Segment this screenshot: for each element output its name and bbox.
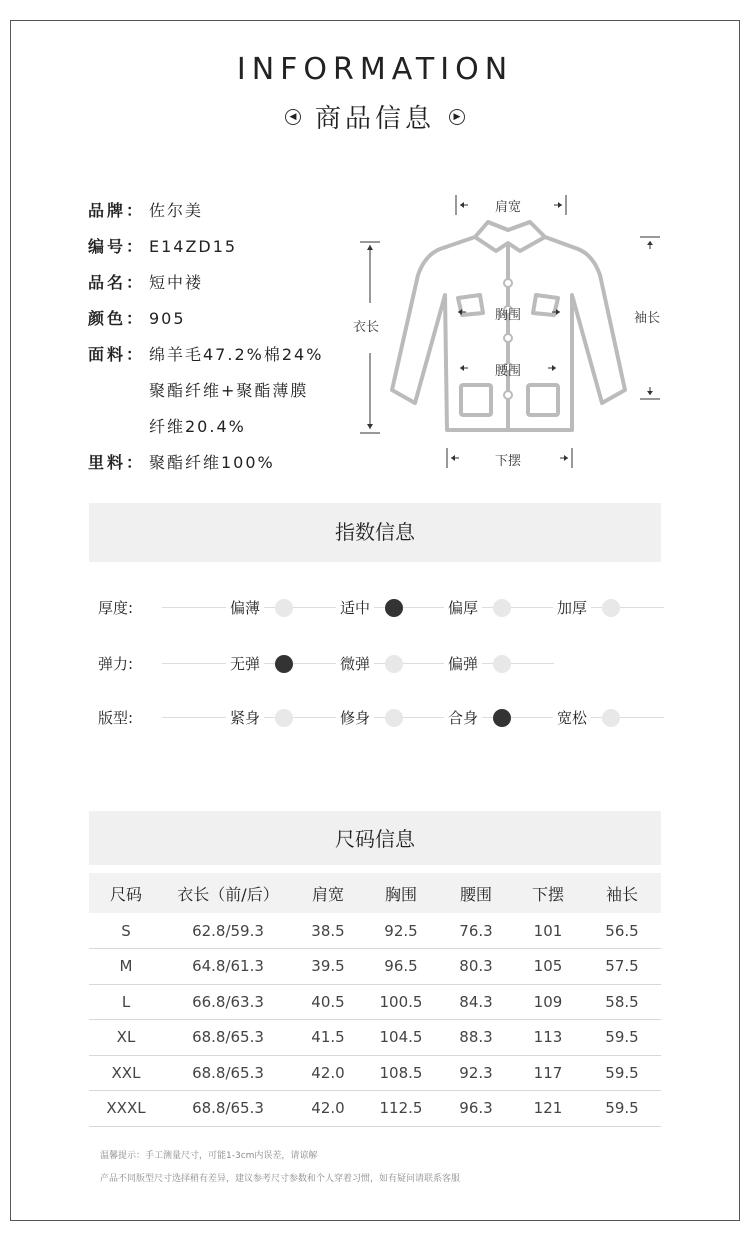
name-label: 品名：: [88, 273, 146, 292]
fabric-line: 纤维20.4%: [149, 417, 246, 436]
option-label: 修身: [336, 706, 374, 730]
fabric-label: 面料：: [88, 345, 146, 364]
notes: [100, 1145, 460, 1191]
garment-diagram: [340, 185, 680, 475]
measurement-cell: 64.8/61.3: [163, 949, 293, 985]
index-row-elasticity: [98, 652, 664, 676]
option-label: 无弹: [226, 652, 264, 676]
lining-label: 里料：: [88, 453, 146, 472]
product-info: [88, 198, 323, 486]
jacket-illustration: [340, 185, 680, 475]
option-dot: [602, 709, 620, 727]
measurement-cell: 84.3: [439, 984, 513, 1020]
size-table-header: [89, 873, 661, 913]
option-label: 适中: [336, 596, 374, 620]
label-shoulder: 肩宽: [495, 200, 522, 215]
measurement-cell: 42.0: [293, 1055, 363, 1091]
option-dot: [385, 709, 403, 727]
measurement-cell: 59.5: [583, 1020, 661, 1056]
fabric-row: [88, 342, 323, 378]
fabric-row-cont: [88, 414, 323, 450]
option-dot: [275, 709, 293, 727]
size-cell: M: [89, 949, 163, 985]
option-dot-selected: [493, 709, 511, 727]
column-header: 胸围: [363, 873, 439, 913]
measurement-cell: 117: [513, 1055, 583, 1091]
name-row: [88, 270, 323, 306]
column-header: 衣长（前/后）: [163, 873, 293, 913]
label-hem: 下摆: [495, 454, 522, 469]
measurement-cell: 76.3: [439, 913, 513, 949]
option-label: 偏弹: [444, 652, 482, 676]
size-cell: S: [89, 913, 163, 949]
size-cell: XXL: [89, 1055, 163, 1091]
code-value: E14ZD15: [149, 237, 238, 256]
measurement-cell: 104.5: [363, 1020, 439, 1056]
measurement-cell: 113: [513, 1020, 583, 1056]
label-chest: 胸围: [495, 308, 522, 323]
option-label: 加厚: [553, 596, 591, 620]
lining-row: [88, 450, 323, 486]
option-dot-selected: [385, 599, 403, 617]
measurement-cell: 121: [513, 1091, 583, 1127]
measurement-cell: 92.5: [363, 913, 439, 949]
table-row: [89, 984, 661, 1020]
measurement-cell: 92.3: [439, 1055, 513, 1091]
note-line-2: 产品不同版型尺寸选择稍有差异，建议参考尺寸参数和个人穿着习惯，如有疑问请联系客服: [100, 1174, 461, 1184]
title-chinese-text: 商品信息: [314, 104, 435, 134]
column-header: 肩宽: [293, 873, 363, 913]
index-row-label: 弹力:: [98, 655, 134, 673]
code-label: 编号：: [88, 237, 146, 256]
option-dot-selected: [275, 655, 293, 673]
table-row: [89, 949, 661, 985]
option-label: 合身: [444, 706, 482, 730]
color-value: 905: [149, 309, 186, 328]
note-line-1: 温馨提示：手工测量尺寸，可能1-3cm内误差，请谅解: [100, 1151, 318, 1161]
color-row: [88, 306, 323, 342]
measurement-cell: 108.5: [363, 1055, 439, 1091]
option-label: 偏厚: [444, 596, 482, 620]
size-table-body: [89, 913, 661, 1126]
measurement-cell: 58.5: [583, 984, 661, 1020]
measurement-cell: 38.5: [293, 913, 363, 949]
brand-row: [88, 198, 323, 234]
index-row-fit: [98, 706, 664, 730]
measurement-cell: 96.5: [363, 949, 439, 985]
measurement-cell: 42.0: [293, 1091, 363, 1127]
color-label: 颜色：: [88, 309, 146, 328]
table-row: [89, 1020, 661, 1056]
lining-value: 聚酯纤维100%: [149, 453, 275, 472]
measurement-cell: 68.8/65.3: [163, 1091, 293, 1127]
index-row-thickness: [98, 596, 664, 620]
fabric-line: 绵羊毛47.2%棉24%: [149, 345, 324, 364]
measurement-cell: 101: [513, 913, 583, 949]
size-cell: L: [89, 984, 163, 1020]
measurement-cell: 56.5: [583, 913, 661, 949]
column-header: 尺码: [89, 873, 163, 913]
option-dot: [493, 655, 511, 673]
option-label: 偏薄: [226, 596, 264, 620]
option-label: 微弹: [336, 652, 374, 676]
column-header: 腰围: [439, 873, 513, 913]
size-section-title: 尺码信息: [89, 811, 661, 865]
table-row: [89, 1055, 661, 1091]
size-cell: XL: [89, 1020, 163, 1056]
title-chinese: [0, 98, 750, 135]
measurement-cell: 88.3: [439, 1020, 513, 1056]
column-header: 下摆: [513, 873, 583, 913]
size-cell: XXXL: [89, 1091, 163, 1127]
measurement-cell: 109: [513, 984, 583, 1020]
fabric-line: 聚酯纤维+聚酯薄膜: [149, 381, 309, 400]
brand-value: 佐尔美: [149, 201, 204, 220]
fabric-row-cont: [88, 378, 323, 414]
measurement-cell: 80.3: [439, 949, 513, 985]
measurement-cell: 66.8/63.3: [163, 984, 293, 1020]
size-table: [89, 873, 661, 1127]
title-english: INFORMATION: [236, 52, 514, 87]
measurement-cell: 105: [513, 949, 583, 985]
label-sleeve: 袖长: [634, 311, 661, 326]
measurement-cell: 96.3: [439, 1091, 513, 1127]
measurement-cell: 57.5: [583, 949, 661, 985]
measurement-cell: 62.8/59.3: [163, 913, 293, 949]
option-label: 宽松: [553, 706, 591, 730]
measurement-cell: 68.8/65.3: [163, 1020, 293, 1056]
option-label: 紧身: [226, 706, 264, 730]
label-waist: 腰围: [495, 364, 522, 379]
index-row-label: 厚度:: [98, 599, 134, 617]
option-dot: [602, 599, 620, 617]
measurement-cell: 112.5: [363, 1091, 439, 1127]
index-row-label: 版型:: [98, 709, 134, 727]
code-row: [88, 234, 323, 270]
measurement-cell: 68.8/65.3: [163, 1055, 293, 1091]
column-header: 袖长: [583, 873, 661, 913]
measurement-cell: 41.5: [293, 1020, 363, 1056]
measurement-cell: 59.5: [583, 1055, 661, 1091]
name-value: 短中褛: [149, 273, 204, 292]
measurement-cell: 59.5: [583, 1091, 661, 1127]
table-row: [89, 1091, 661, 1127]
measurement-cell: 39.5: [293, 949, 363, 985]
option-dot: [275, 599, 293, 617]
option-dot: [493, 599, 511, 617]
option-dot: [385, 655, 403, 673]
brand-label: 品牌：: [88, 201, 146, 220]
measurement-cell: 100.5: [363, 984, 439, 1020]
index-section-title: 指数信息: [89, 503, 661, 562]
table-row: [89, 913, 661, 949]
left-arrow-icon: ◀: [285, 109, 301, 125]
right-arrow-icon: ▶: [449, 109, 465, 125]
measurement-cell: 40.5: [293, 984, 363, 1020]
label-length: 衣长: [353, 320, 380, 335]
